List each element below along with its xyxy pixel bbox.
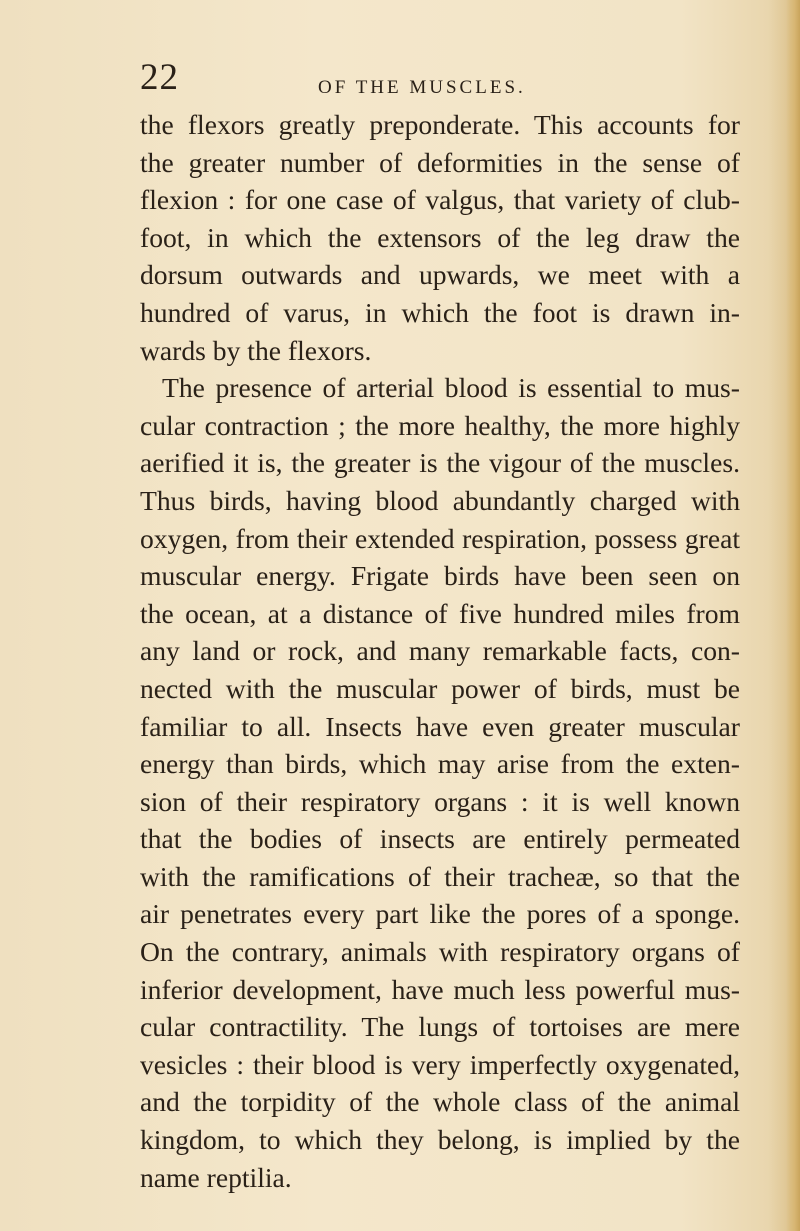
text-line: foot, in which the extensors of the leg draw the — [140, 221, 740, 253]
text-line: vesicles : their blood is very imperfectly oxygenated, — [140, 1048, 740, 1080]
text-line: sion of their respiratory organs : it is well known — [140, 785, 740, 817]
text-line: aerified it is, the greater is the vigour of the muscles. — [140, 447, 740, 479]
text-line: inferior development, have much less powerful mus- — [140, 973, 740, 1005]
running-head: OF THE MUSCLES. — [318, 77, 526, 98]
paragraph-2 — [140, 369, 740, 1196]
text-line: kingdom, to which they belong, is implied by the — [140, 1124, 740, 1156]
text-line: cular contraction ; the more healthy, the more highly — [140, 409, 740, 441]
text-line: flexion : for one case of valgus, that variety of club- — [140, 184, 740, 216]
paragraph-1 — [140, 106, 740, 369]
text-line: dorsum outwards and upwards, we meet with a — [140, 259, 740, 291]
text-line: and the torpidity of the whole class of the animal — [140, 1086, 740, 1118]
text-line: wards by the flexors. — [140, 334, 372, 366]
text-line: name reptilia. — [140, 1161, 292, 1193]
page-number: 22 — [140, 57, 179, 98]
body-text — [140, 106, 740, 1196]
text-line: energy than birds, which may arise from the exten- — [140, 748, 740, 780]
text-line: that the bodies of insects are entirely permeated — [140, 823, 740, 855]
text-line: the flexors greatly preponderate. This accounts for — [140, 109, 740, 140]
text-line: The presence of arterial blood is essential to mus- — [162, 372, 740, 404]
text-line: cular contractility. The lungs of tortoises are mere — [140, 1011, 740, 1043]
text-line: the greater number of deformities in the sense of — [140, 146, 740, 178]
text-line: familiar to all. Insects have even greater muscular — [140, 710, 740, 742]
text-line: On the contrary, animals with respiratory organs of — [140, 936, 740, 968]
text-line: hundred of varus, in which the foot is drawn in- — [140, 296, 740, 328]
page-edge — [786, 0, 800, 1231]
text-line: air penetrates every part like the pores of a sponge. — [140, 898, 740, 930]
text-line: the ocean, at a distance of five hundred miles from — [140, 597, 740, 629]
text-line: Thus birds, having blood abundantly charged with — [140, 484, 740, 516]
text-line: muscular energy. Frigate birds have been seen on — [140, 560, 740, 592]
text-line: with the ramifications of their tracheæ, so that the — [140, 860, 740, 892]
text-line: any land or rock, and many remarkable facts, con- — [140, 635, 740, 667]
text-line: oxygen, from their extended respiration, possess great — [140, 522, 740, 554]
text-line: nected with the muscular power of birds, must be — [140, 672, 740, 704]
